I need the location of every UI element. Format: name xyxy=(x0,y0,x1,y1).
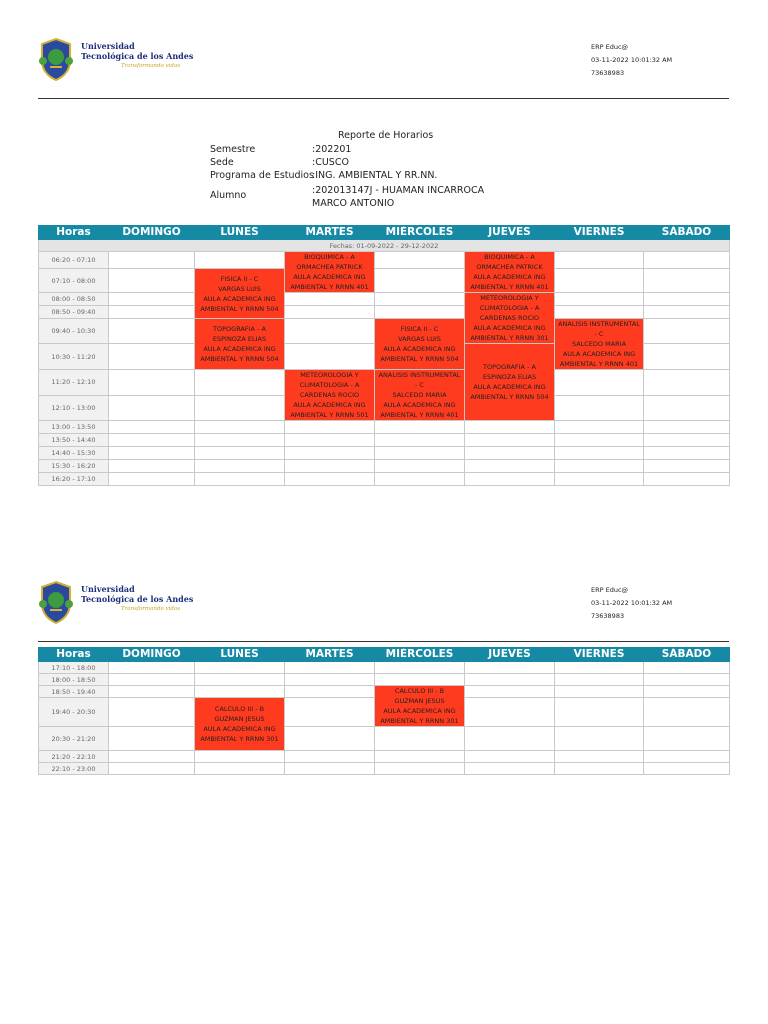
empty-cell xyxy=(555,434,644,447)
course-line: - C xyxy=(415,381,424,389)
empty-cell xyxy=(285,727,375,751)
empty-cell xyxy=(465,473,555,486)
time-slot: 17:10 - 18:00 xyxy=(39,662,109,674)
course-line: AULA ACADEMICA ING xyxy=(383,345,456,353)
empty-cell xyxy=(644,686,730,698)
empty-cell xyxy=(109,662,195,674)
table-row xyxy=(39,662,730,674)
course-line: AMBIENTAL Y RRNN 301 xyxy=(200,735,279,743)
empty-cell xyxy=(555,727,644,751)
time-slot: 20:30 - 21:20 xyxy=(39,727,109,751)
empty-cell xyxy=(195,252,285,269)
course-line: AULA ACADEMICA ING xyxy=(473,273,546,281)
course-cell xyxy=(465,293,555,344)
empty-cell xyxy=(644,763,730,775)
empty-cell xyxy=(109,686,195,698)
course-line: METEOROLOGIA Y xyxy=(300,371,359,379)
time-slot: 16:20 - 17:10 xyxy=(39,473,109,486)
course-line: AMBIENTAL Y RRNN 504 xyxy=(380,355,459,363)
empty-cell xyxy=(644,473,730,486)
table-row xyxy=(39,319,730,344)
empty-cell xyxy=(555,395,644,421)
empty-cell xyxy=(555,252,644,269)
empty-cell xyxy=(465,674,555,686)
time-slot: 07:10 - 08:00 xyxy=(39,269,109,293)
empty-cell xyxy=(375,473,465,486)
course-line: BIOQUIMICA - A xyxy=(304,253,355,261)
report-title: Reporte de Horarios xyxy=(338,130,434,141)
header-divider xyxy=(38,98,729,99)
empty-cell xyxy=(109,434,195,447)
course-line: AMBIENTAL Y RRNN 401 xyxy=(559,360,639,368)
course-line: ANALISIS INSTRUMENTAL xyxy=(378,371,461,379)
course-line: AULA ACADEMICA ING xyxy=(383,401,456,409)
column-header: DOMINGO xyxy=(109,648,195,662)
course-line: GUZMAN JESUS xyxy=(394,697,445,705)
empty-cell xyxy=(109,763,195,775)
empty-cell xyxy=(285,751,375,763)
empty-cell xyxy=(285,763,375,775)
empty-cell xyxy=(109,344,195,370)
empty-cell xyxy=(109,421,195,434)
course-line: AMBIENTAL Y RRNN 301 xyxy=(470,334,549,342)
time-slot: 19:40 - 20:30 xyxy=(39,698,109,727)
course-cell xyxy=(375,686,465,727)
column-header: LUNES xyxy=(195,226,285,240)
column-header: MARTES xyxy=(285,648,375,662)
course-line: AULA ACADEMICA ING xyxy=(473,383,546,391)
course-cell xyxy=(195,698,285,751)
empty-cell xyxy=(109,395,195,421)
empty-cell xyxy=(285,447,375,460)
course-line: CLIMATOLOGIA - A xyxy=(299,381,360,389)
course-line: BIOQUIMICA - A xyxy=(484,253,535,261)
time-slot: 08:50 - 09:40 xyxy=(39,306,109,319)
empty-cell xyxy=(644,421,730,434)
empty-cell xyxy=(285,473,375,486)
erp-info: ERP Educ@ 03-11-2022 10:01:32 AM 73638983 xyxy=(591,586,673,620)
table-row xyxy=(39,473,730,486)
time-slot: 13:00 - 13:50 xyxy=(39,421,109,434)
empty-cell xyxy=(285,686,375,698)
course-cell xyxy=(375,370,465,421)
course-line: CALCULO III - B xyxy=(394,687,445,695)
table-row xyxy=(39,434,730,447)
empty-cell xyxy=(555,686,644,698)
university-motto: Transformando vidas xyxy=(121,63,181,69)
empty-cell xyxy=(109,306,195,319)
empty-cell xyxy=(555,293,644,306)
date-range: Fechas: 01-09-2022 - 29-12-2022 xyxy=(39,240,730,252)
course-line: AMBIENTAL Y RRNN 301 xyxy=(380,717,459,725)
empty-cell xyxy=(644,370,730,396)
column-header: MIÉRCOLES xyxy=(375,648,465,662)
course-cell xyxy=(465,252,555,293)
empty-cell xyxy=(375,662,465,674)
table-row xyxy=(39,269,730,293)
column-header: DOMINGO xyxy=(109,226,195,240)
empty-cell xyxy=(375,447,465,460)
empty-cell xyxy=(644,306,730,319)
empty-cell xyxy=(195,763,285,775)
empty-cell xyxy=(555,674,644,686)
empty-cell xyxy=(195,674,285,686)
empty-cell xyxy=(285,434,375,447)
table-row xyxy=(39,751,730,763)
time-slot: 11:20 - 12:10 xyxy=(39,370,109,396)
empty-cell xyxy=(195,434,285,447)
course-line: AULA ACADEMICA ING xyxy=(203,294,276,303)
course-cell xyxy=(195,319,285,370)
empty-cell xyxy=(285,460,375,473)
course-line: AULA ACADEMICA ING xyxy=(473,324,546,332)
empty-cell xyxy=(644,344,730,370)
university-logo xyxy=(37,37,194,81)
table-row xyxy=(39,252,730,269)
empty-cell xyxy=(555,421,644,434)
empty-cell xyxy=(109,319,195,344)
course-line: ESPINOZA ELIAS xyxy=(482,373,537,381)
empty-cell xyxy=(555,662,644,674)
empty-cell xyxy=(375,306,465,319)
empty-cell xyxy=(555,370,644,396)
course-cell xyxy=(285,252,375,293)
empty-cell xyxy=(285,319,375,344)
table-row xyxy=(39,447,730,460)
course-cell xyxy=(195,269,285,319)
empty-cell xyxy=(555,473,644,486)
empty-cell xyxy=(375,293,465,306)
empty-cell xyxy=(465,421,555,434)
column-header: Horas xyxy=(39,226,109,240)
course-line: CARDENAS ROCIO xyxy=(299,391,360,399)
column-header: SÁBADO xyxy=(644,648,730,662)
empty-cell xyxy=(285,662,375,674)
course-line: VARGAS LUIS xyxy=(398,335,441,343)
empty-cell xyxy=(195,751,285,763)
time-slot: 21:20 - 22:10 xyxy=(39,751,109,763)
course-line: AULA ACADEMICA ING xyxy=(293,273,366,281)
time-slot: 12:10 - 13:00 xyxy=(39,395,109,421)
empty-cell xyxy=(375,434,465,447)
course-line: ORMACHEA PATRICK xyxy=(476,263,543,271)
course-line: ANALISIS INSTRUMENTAL xyxy=(558,320,640,328)
empty-cell xyxy=(644,434,730,447)
course-line: AMBIENTAL Y RRNN 501 xyxy=(290,411,369,419)
course-cell xyxy=(555,319,644,370)
time-slot: 13:50 - 14:40 xyxy=(39,434,109,447)
table-row xyxy=(39,686,730,698)
course-cell xyxy=(285,370,375,421)
course-line: CARDENAS ROCIO xyxy=(479,314,540,322)
course-line: METEOROLOGIA Y xyxy=(480,294,539,302)
course-cell xyxy=(465,344,555,421)
course-line: AULA ACADEMICA ING xyxy=(203,725,276,733)
university-name: Universidad Tecnológica de los Andes xyxy=(81,41,194,61)
empty-cell xyxy=(375,421,465,434)
empty-cell xyxy=(195,662,285,674)
empty-cell xyxy=(555,698,644,727)
empty-cell xyxy=(285,674,375,686)
course-line: SALCEDO MARIA xyxy=(392,391,447,399)
empty-cell xyxy=(195,370,285,396)
table-row xyxy=(39,727,730,751)
empty-cell xyxy=(375,674,465,686)
empty-cell xyxy=(285,698,375,727)
empty-cell xyxy=(375,460,465,473)
empty-cell xyxy=(195,395,285,421)
course-line: FISICA II - C xyxy=(220,274,259,283)
course-line: AMBIENTAL Y RRNN 401 xyxy=(470,283,549,291)
empty-cell xyxy=(555,763,644,775)
course-line: AULA ACADEMICA ING xyxy=(203,345,276,353)
empty-cell xyxy=(375,751,465,763)
course-line: AULA ACADEMICA ING xyxy=(383,707,456,715)
column-header: Horas xyxy=(39,648,109,662)
empty-cell xyxy=(465,698,555,727)
empty-cell xyxy=(109,751,195,763)
column-header: SÁBADO xyxy=(644,226,730,240)
empty-cell xyxy=(285,344,375,370)
empty-cell xyxy=(109,473,195,486)
time-slot: 09:40 - 10:30 xyxy=(39,319,109,344)
empty-cell xyxy=(644,395,730,421)
empty-cell xyxy=(109,727,195,751)
empty-cell xyxy=(285,306,375,319)
course-line: AULA ACADEMICA ING xyxy=(293,401,366,409)
table-row xyxy=(39,674,730,686)
schedule-table-2 xyxy=(38,647,730,775)
empty-cell xyxy=(644,293,730,306)
shield-icon xyxy=(37,37,75,81)
schedule-table-1 xyxy=(38,225,730,486)
empty-cell xyxy=(465,434,555,447)
empty-cell xyxy=(195,421,285,434)
course-line: AMBIENTAL Y RRNN 504 xyxy=(470,393,549,401)
column-header: VIERNES xyxy=(555,226,644,240)
empty-cell xyxy=(555,460,644,473)
course-line: GUZMAN JESUS xyxy=(214,715,265,723)
empty-cell xyxy=(375,763,465,775)
column-header: LUNES xyxy=(195,648,285,662)
course-line: - C xyxy=(594,330,604,338)
course-line: TOPOGRAFIA - A xyxy=(483,363,536,371)
course-line: ESPINOZA ELIAS xyxy=(212,335,267,343)
university-motto: Transformando vidas xyxy=(121,606,181,612)
empty-cell xyxy=(465,686,555,698)
empty-cell xyxy=(109,698,195,727)
empty-cell xyxy=(109,269,195,293)
empty-cell xyxy=(644,319,730,344)
time-slot: 18:00 - 18:50 xyxy=(39,674,109,686)
empty-cell xyxy=(465,662,555,674)
empty-cell xyxy=(555,447,644,460)
empty-cell xyxy=(375,269,465,293)
empty-cell xyxy=(285,293,375,306)
time-slot: 15:30 - 16:20 xyxy=(39,460,109,473)
course-line: AMBIENTAL Y RRNN 401 xyxy=(380,411,459,419)
time-slot: 08:00 - 08:50 xyxy=(39,293,109,306)
empty-cell xyxy=(109,252,195,269)
empty-cell xyxy=(644,252,730,269)
empty-cell xyxy=(644,751,730,763)
course-line: ORMACHEA PATRICK xyxy=(296,263,363,271)
table-row xyxy=(39,421,730,434)
course-line: CLIMATOLOGIA - A xyxy=(479,304,540,312)
table-row xyxy=(39,460,730,473)
empty-cell xyxy=(644,727,730,751)
empty-cell xyxy=(109,447,195,460)
column-header: JUEVES xyxy=(465,648,555,662)
empty-cell xyxy=(644,460,730,473)
empty-cell xyxy=(644,698,730,727)
course-line: SALCEDO MARIA xyxy=(571,340,627,348)
empty-cell xyxy=(644,447,730,460)
course-line: CALCULO III - B xyxy=(214,705,265,713)
table-row xyxy=(39,293,730,306)
course-line: AMBIENTAL Y RRNN 504 xyxy=(200,355,279,363)
empty-cell xyxy=(465,763,555,775)
empty-cell xyxy=(465,751,555,763)
column-header: VIERNES xyxy=(555,648,644,662)
empty-cell xyxy=(644,674,730,686)
empty-cell xyxy=(465,447,555,460)
course-line: AMBIENTAL Y RRNN 504 xyxy=(200,304,279,313)
course-line: TOPOGRAFIA - A xyxy=(213,325,266,333)
empty-cell xyxy=(555,751,644,763)
column-header: MIÉRCOLES xyxy=(375,226,465,240)
column-header: MARTES xyxy=(285,226,375,240)
column-header: JUEVES xyxy=(465,226,555,240)
empty-cell xyxy=(195,460,285,473)
shield-icon xyxy=(37,580,75,624)
course-line: AMBIENTAL Y RRNN 401 xyxy=(290,283,369,291)
empty-cell xyxy=(555,269,644,293)
course-line: FISICA II - C xyxy=(400,325,439,333)
time-slot: 18:50 - 19:40 xyxy=(39,686,109,698)
course-line: AULA ACADEMICA ING xyxy=(562,350,636,358)
header-divider xyxy=(38,641,729,642)
erp-info: ERP Educ@ 03-11-2022 10:01:32 AM 73638983 xyxy=(591,43,673,77)
alumno-value: :202013147J - HUAMAN INCARROCA MARCO ANTONIO xyxy=(312,185,485,209)
empty-cell xyxy=(195,447,285,460)
empty-cell xyxy=(109,293,195,306)
empty-cell xyxy=(195,473,285,486)
report-info: Reporte de Horarios Semestre :202201 Sede :CUSCO Programa de Estudios :ING. AMBIENTAL Y RR.NN. Alumno :202013147J - HUAMAN INCARROCA MARCO ANTONIO xyxy=(210,130,540,210)
empty-cell xyxy=(644,269,730,293)
empty-cell xyxy=(375,252,465,269)
table-row xyxy=(39,763,730,775)
empty-cell xyxy=(465,460,555,473)
empty-cell xyxy=(109,370,195,396)
empty-cell xyxy=(555,306,644,319)
table-row xyxy=(39,306,730,319)
empty-cell xyxy=(109,460,195,473)
time-slot: 14:40 - 15:30 xyxy=(39,447,109,460)
course-line: VARGAS LUIS xyxy=(218,284,261,293)
empty-cell xyxy=(644,662,730,674)
time-slot: 22:10 - 23:00 xyxy=(39,763,109,775)
university-name: Universidad Tecnológica de los Andes xyxy=(81,584,194,604)
course-cell xyxy=(375,319,465,370)
empty-cell xyxy=(465,727,555,751)
empty-cell xyxy=(285,421,375,434)
table-row xyxy=(39,370,730,396)
empty-cell xyxy=(375,727,465,751)
time-slot: 06:20 - 07:10 xyxy=(39,252,109,269)
time-slot: 10:30 - 11:20 xyxy=(39,344,109,370)
empty-cell xyxy=(195,686,285,698)
university-logo xyxy=(37,580,194,624)
empty-cell xyxy=(109,674,195,686)
